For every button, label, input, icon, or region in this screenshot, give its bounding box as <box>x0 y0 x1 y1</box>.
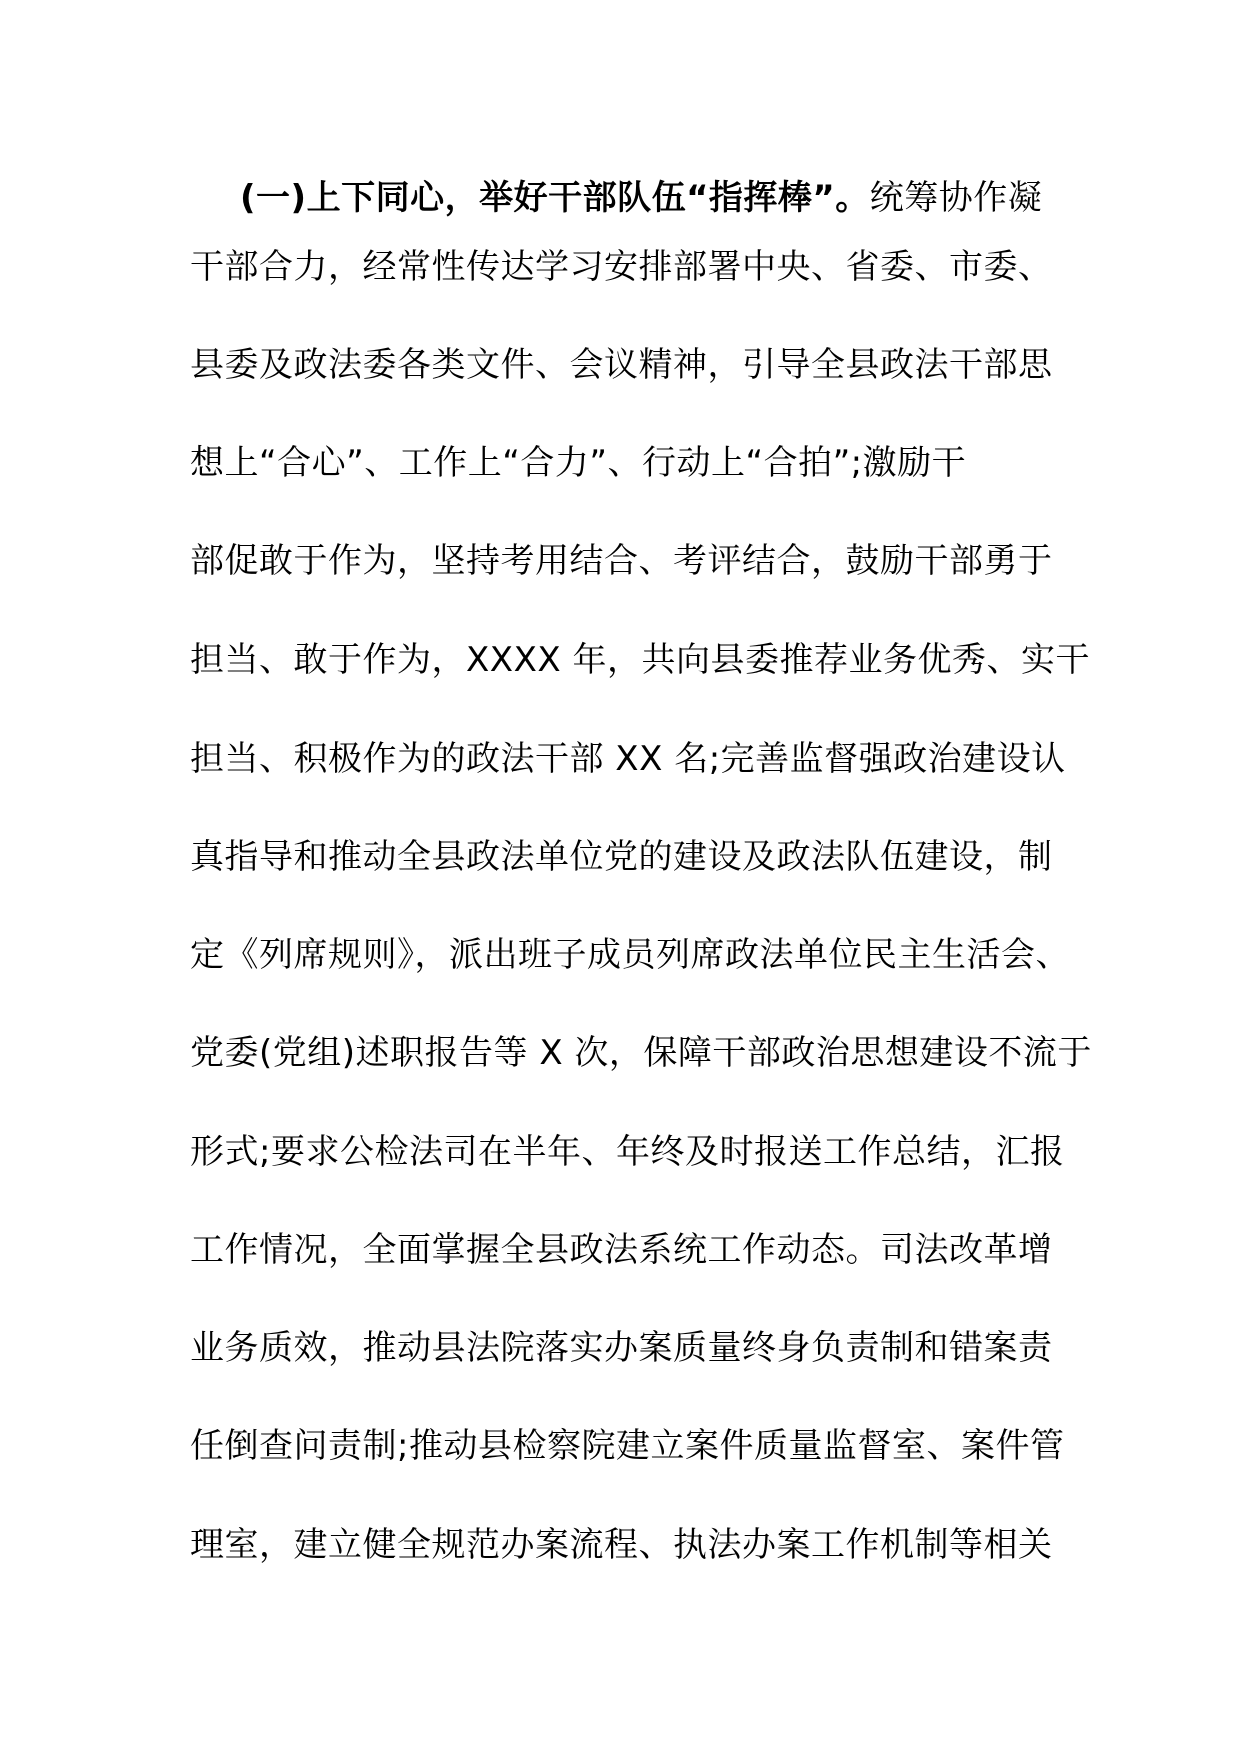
paragraph-line-1-text: 统筹协作凝 <box>869 178 1043 218</box>
paragraph-line-7: 担当、积极作为的政法干部 XX 名;完善监督强政治建设认 <box>190 739 1066 779</box>
paragraph-line-10: 党委(党组)述职报告等 X 次，保障干部政治思想建设不流于 <box>190 1033 1092 1073</box>
paragraph-line-14: 任倒查问责制;推动县检察院建立案件质量监督室、案件管 <box>190 1426 1065 1466</box>
paragraph-line-11: 形式;要求公检法司在半年、年终及时报送工作总结，汇报 <box>190 1132 1065 1172</box>
paragraph-line-1 <box>240 178 1042 218</box>
section-heading: (一)上下同心，举好干部队伍“指挥棒”。 <box>240 178 870 218</box>
paragraph-line-15: 理室，建立健全规范办案流程、执法办案工作机制等相关 <box>190 1525 1053 1565</box>
paragraph-line-4: 想上“合心”、工作上“合力”、行动上“合拍”;激励干 <box>190 443 967 483</box>
paragraph-line-9: 定《列席规则》，派出班子成员列席政法单位民主生活会、 <box>190 935 1070 975</box>
paragraph-line-3: 县委及政法委各类文件、会议精神，引导全县政法干部思 <box>190 345 1053 385</box>
paragraph-line-8: 真指导和推动全县政法单位党的建设及政法队伍建设，制 <box>190 837 1053 877</box>
paragraph-line-6: 担当、敢于作为，XXXX 年，共向县委推荐业务优秀、实干 <box>190 640 1090 680</box>
paragraph-line-13: 业务质效，推动县法院落实办案质量终身负责制和错案责 <box>190 1328 1053 1368</box>
paragraph-line-2: 干部合力，经常性传达学习安排部署中央、省委、市委、 <box>190 247 1053 287</box>
paragraph-line-12: 工作情况，全面掌握全县政法系统工作动态。司法改革增 <box>190 1230 1053 1270</box>
paragraph-line-5: 部促敢于作为，坚持考用结合、考评结合，鼓励干部勇于 <box>190 541 1053 581</box>
